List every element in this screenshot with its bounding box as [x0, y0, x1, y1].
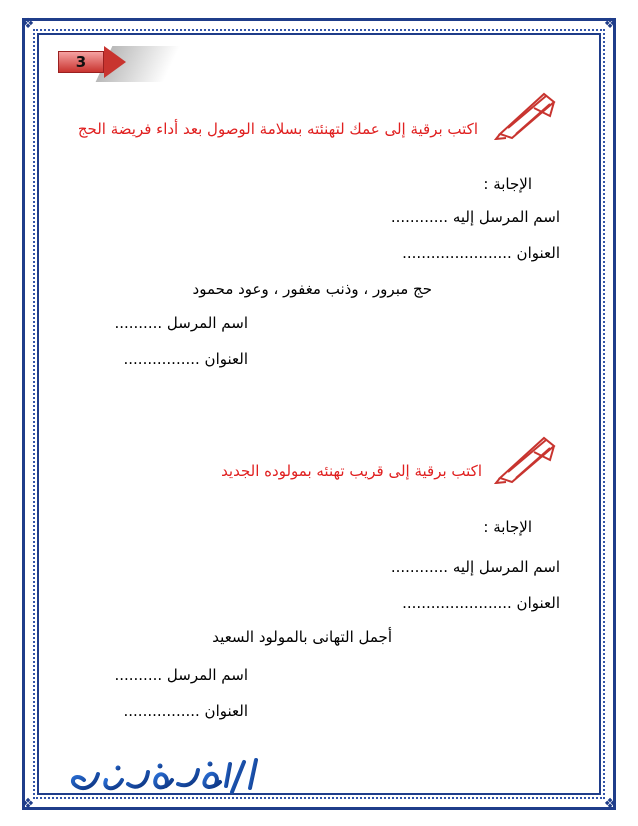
section1-sender-address: العنوان ................	[123, 350, 248, 368]
pen-icon	[494, 86, 560, 140]
section1-recipient-address: العنوان .......................	[402, 244, 560, 262]
section1-message: حج مبرور ، وذنب مغفور ، وعود محمود	[192, 280, 432, 298]
page-number: 3	[75, 53, 87, 71]
section1-answer-label: الإجابة :	[483, 175, 532, 193]
teacher-signature	[60, 752, 270, 800]
corner-ornament-icon: ❖	[21, 796, 35, 812]
corner-ornament-icon: ❖	[21, 16, 35, 32]
section2-recipient-address: العنوان .......................	[402, 594, 560, 612]
page-number-badge	[58, 46, 118, 78]
section2-sender-address: العنوان ................	[123, 702, 248, 720]
section1-sender-name: اسم المرسل ..........	[114, 314, 248, 332]
section2-message: أجمل التهانى بالمولود السعيد	[212, 628, 392, 646]
pen-icon	[494, 430, 560, 484]
section1-recipient-name: اسم المرسل إليه ............	[390, 208, 560, 226]
section2-title: اكتب برقية إلى قريب تهنئه بمولوده الجديد	[221, 462, 482, 480]
corner-ornament-icon: ❖	[603, 16, 617, 32]
section1-title: اكتب برقية إلى عمك لتهنئته بسلامة الوصول بعد أداء فريضة الحج	[77, 120, 478, 138]
section2-sender-name: اسم المرسل ..........	[114, 666, 248, 684]
section2-answer-label: الإجابة :	[483, 518, 532, 536]
corner-ornament-icon: ❖	[603, 796, 617, 812]
section2-recipient-name: اسم المرسل إليه ............	[390, 558, 560, 576]
